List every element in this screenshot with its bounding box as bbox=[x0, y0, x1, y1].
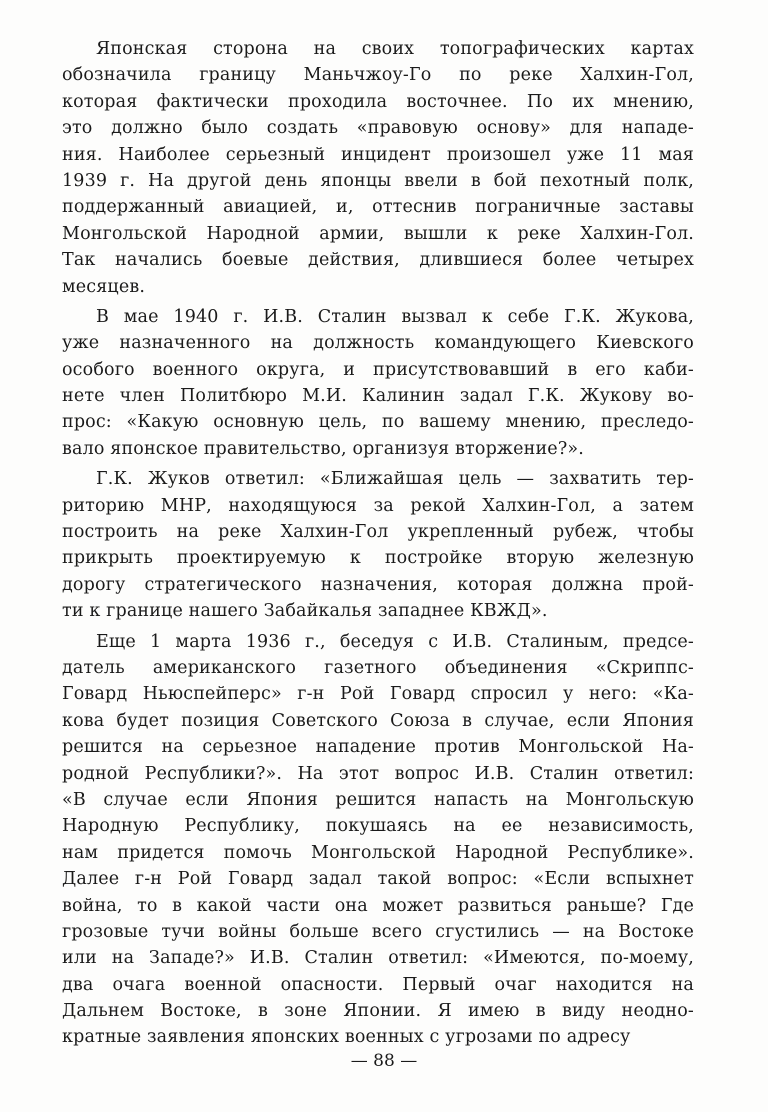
paragraph bbox=[62, 629, 694, 1051]
text-line: это должно было создать «правовую основу» для нападе- bbox=[62, 118, 694, 139]
text-line: Далее г-н Рой Говард задал такой вопрос: «Если вспыхнет bbox=[62, 869, 694, 890]
text-line: грозовые тучи войны больше всего сгустились — на Востоке bbox=[62, 921, 694, 942]
text-line: прос: «Какую основную цель, по вашему мнению, преследо- bbox=[62, 412, 694, 433]
text-line: или на Западе?» И.В. Сталин ответил: «Имеются, по-моему, bbox=[62, 948, 694, 969]
text-line: Г.К. Жуков ответил: «Ближайшая цель — захватить тер- bbox=[96, 469, 694, 490]
text-line: родной Республики?». На этот вопрос И.В. Сталин ответил: bbox=[62, 763, 694, 784]
body-text bbox=[62, 36, 694, 1051]
text-line: дорогу стратегического назначения, которая должна прой- bbox=[62, 574, 694, 595]
text-line: решится на серьезное нападение против Монгольской На- bbox=[62, 737, 694, 758]
paragraph bbox=[62, 304, 694, 462]
text-line: вало японское правительство, организуя вторжение?». bbox=[62, 438, 584, 459]
text-line: Еще 1 марта 1936 г., беседуя с И.В. Сталиным, предсе- bbox=[96, 631, 694, 652]
page-number: — 88 — bbox=[350, 1051, 418, 1071]
text-line: ния. Наиболее серьезный инцидент произошел уже 11 мая bbox=[62, 144, 694, 165]
text-line: Народную Республику, покушаясь на ее независимость, bbox=[62, 816, 694, 837]
text-line: риторию МНР, находящуюся за рекой Халхин-Гол, а затем bbox=[62, 495, 694, 516]
text-line: прикрыть проектируемую к постройке вторую железную bbox=[62, 548, 694, 569]
text-line: которая фактически проходила восточнее. По их мнению, bbox=[62, 91, 694, 112]
text-line: Дальнем Востоке, в зоне Японии. Я имею в виду неодно- bbox=[62, 1001, 694, 1022]
text-line: кова будет позиция Советского Союза в случае, если Япония bbox=[62, 710, 694, 731]
text-line: месяцев. bbox=[62, 276, 146, 297]
text-line: Говард Ньюспейперс» г-н Рой Говард спросил у него: «Ка- bbox=[62, 684, 694, 705]
text-line: война, то в какой части она может развиться раньше? Где bbox=[62, 895, 694, 916]
text-line: 1939 г. На другой день японцы ввели в бой пехотный полк, bbox=[62, 170, 694, 191]
text-line: кратные заявления японских военных с угрозами по адресу bbox=[62, 1027, 631, 1048]
text-line: Так начались боевые действия, длившиеся более четырех bbox=[62, 250, 694, 271]
text-line: датель американского газетного объединения «Скриппс- bbox=[62, 657, 694, 678]
text-line: нам придется помочь Монгольской Народной Республике». bbox=[62, 842, 694, 863]
text-line: особого военного округа, и присутствовавший в его каби- bbox=[62, 359, 694, 380]
paragraph bbox=[62, 36, 694, 300]
text-line: обозначила границу Маньчжоу-Го по реке Халхин-Гол, bbox=[62, 65, 694, 86]
text-line: два очага военной опасности. Первый очаг находится на bbox=[62, 974, 694, 995]
text-line: построить на реке Халхин-Гол укрепленный рубеж, чтобы bbox=[62, 522, 694, 543]
text-line: поддержанный авиацией, и, оттеснив пограничные заставы bbox=[62, 197, 694, 218]
text-line: Монгольской Народной армии, вышли к реке Халхин-Гол. bbox=[62, 223, 694, 244]
text-line: уже назначенного на должность командующего Киевского bbox=[62, 333, 694, 354]
paragraph bbox=[62, 466, 694, 624]
text-line: Японская сторона на своих топографических картах bbox=[96, 39, 694, 59]
text-line: нете член Политбюро М.И. Калинин задал Г.К. Жукову во- bbox=[62, 386, 694, 407]
text-line: «В случае если Япония решится напасть на Монгольскую bbox=[62, 789, 694, 810]
text-line: ти к границе нашего Забайкалья западнее КВЖД». bbox=[62, 601, 548, 622]
text-line: В мае 1940 г. И.В. Сталин вызвал к себе Г.К. Жукова, bbox=[96, 306, 694, 327]
